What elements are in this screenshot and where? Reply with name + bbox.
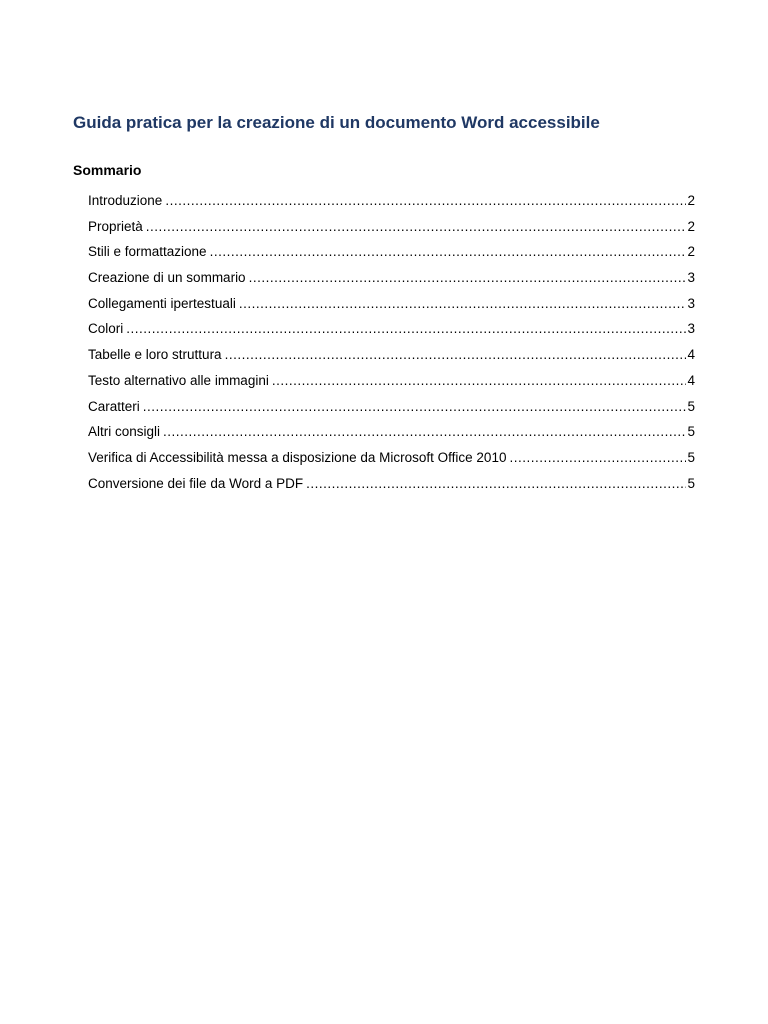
toc-entry[interactable] xyxy=(88,449,695,475)
toc-entry[interactable] xyxy=(88,372,695,398)
toc-entry-page-number: 3 xyxy=(687,295,695,311)
toc-entry[interactable] xyxy=(88,398,695,424)
toc-entry-page-number: 5 xyxy=(687,475,695,491)
toc-entry-page-number: 2 xyxy=(687,244,695,260)
toc-entry[interactable] xyxy=(88,295,695,321)
toc-dot-leader xyxy=(146,218,687,236)
toc-dot-leader xyxy=(249,269,687,287)
toc-entry[interactable] xyxy=(88,346,695,372)
toc-entry-page-number: 4 xyxy=(687,347,695,363)
toc-entry-page-number: 5 xyxy=(687,398,695,414)
toc-entry-label: Collegamenti ipertestuali xyxy=(88,295,236,311)
toc-entry-label: Testo alternativo alle immagini xyxy=(88,372,269,388)
toc-entry-page-number: 2 xyxy=(687,193,695,208)
toc-entry[interactable] xyxy=(88,423,695,449)
toc-entry-page-number: 5 xyxy=(687,424,695,440)
table-of-contents xyxy=(88,192,695,500)
toc-entry[interactable] xyxy=(88,320,695,346)
toc-entry-label: Creazione di un sommario xyxy=(88,270,246,286)
document-title: Guida pratica per la creazione di un documento Word accessibile xyxy=(73,113,600,132)
toc-entry[interactable] xyxy=(88,243,695,269)
toc-entry-label: Verifica di Accessibilità messa a disposizione da Microsoft Office 2010 xyxy=(88,449,507,465)
toc-dot-leader xyxy=(143,398,687,416)
toc-entry-label: Colori xyxy=(88,321,124,337)
toc-entry-label: Introduzione xyxy=(88,193,163,208)
toc-dot-leader xyxy=(225,346,687,364)
toc-dot-leader xyxy=(165,192,686,210)
toc-entry-label: Proprietà xyxy=(88,218,143,234)
toc-entry-label: Tabelle e loro struttura xyxy=(88,347,222,363)
toc-dot-leader xyxy=(210,243,687,261)
toc-entry-page-number: 4 xyxy=(687,372,695,388)
toc-dot-leader xyxy=(306,475,686,493)
toc-entry-page-number: 2 xyxy=(687,218,695,234)
toc-entry[interactable] xyxy=(88,269,695,295)
toc-entry[interactable] xyxy=(88,192,695,218)
toc-dot-leader xyxy=(126,320,686,338)
toc-dot-leader xyxy=(509,449,686,467)
toc-entry-label: Stili e formattazione xyxy=(88,244,207,260)
toc-entry[interactable] xyxy=(88,475,695,501)
toc-entry-label: Caratteri xyxy=(88,398,140,414)
toc-entry-label: Altri consigli xyxy=(88,424,161,440)
toc-entry-page-number: 3 xyxy=(687,321,695,337)
toc-heading: Sommario xyxy=(73,162,142,178)
toc-entry-page-number: 3 xyxy=(687,270,695,286)
toc-entry[interactable] xyxy=(88,218,695,244)
toc-entry-page-number: 5 xyxy=(687,449,695,465)
toc-dot-leader xyxy=(239,295,687,313)
toc-entry-label: Conversione dei file da Word a PDF xyxy=(88,475,304,491)
toc-dot-leader xyxy=(163,423,686,441)
toc-dot-leader xyxy=(272,372,687,390)
